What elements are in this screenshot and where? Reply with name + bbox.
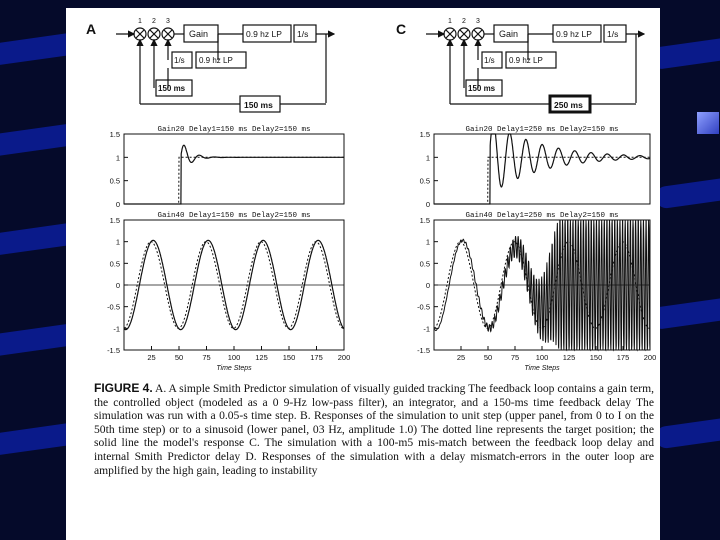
x-tick-label: 150 [589, 353, 603, 362]
plot-title: Gain40 Delay1=250 ms Delay2=150 ms [465, 212, 619, 220]
junction-number: 2 [152, 18, 156, 25]
y-tick-label: 1.5 [109, 130, 120, 139]
model-lowpass-label: 0.9 hz LP [509, 56, 543, 65]
integrator-label: 1/s [297, 29, 309, 39]
y-tick-label: 0 [425, 200, 430, 209]
y-tick-label: 1 [425, 237, 430, 247]
x-tick-label: 25 [456, 353, 466, 362]
plot-D-top [420, 126, 650, 209]
block-diagram-a [86, 18, 334, 112]
x-tick-label: 175 [310, 353, 323, 362]
plot-title: Gain20 Delay1=150 ms Delay2=150 ms [157, 126, 311, 134]
figure-canvas [66, 8, 660, 378]
figure-page [66, 8, 660, 540]
x-tick-label: 100 [227, 353, 241, 362]
x-tick-label: 125 [562, 353, 576, 362]
outer-delay-label: 150 ms [244, 100, 273, 110]
caption-text: A. A simple Smith Predictor simulation of visually guided tracking The feedback loop contains a gain term, the controlled object (modeled as a 0 9-Hz low-pass filter), an integrator, and a 150-ms time feedback delay The simulation was run with a 0.05-s time step. B. Responses of the simulation to unit step (upper panel, from 0 to I on the 50th time step) or to a sinusoid (lower panel, 03 Hz, amplitude 1.0) The dotted line represents the target position; the solid line the model's response C. The simulation with a 100-m5 mis-match between the feedback loop delay and internal Smith Predictor delay D. Responses of the simulation with a delay mismatch-errors in the outer loop are amplified by the high gain, leading to instability [94, 382, 654, 477]
junction-number: 3 [476, 18, 480, 25]
model-integrator-label: 1/s [174, 56, 185, 65]
background-stripe [654, 412, 720, 449]
x-tick-label: 150 [282, 353, 296, 362]
junction-number: 1 [138, 18, 142, 25]
gain-label: Gain [189, 29, 209, 39]
x-tick-label: 100 [535, 353, 549, 362]
plot-frame [124, 134, 344, 204]
x-tick-label: 125 [255, 353, 268, 362]
slide-bullet-square [697, 112, 719, 134]
y-tick-label: 1.5 [109, 216, 120, 225]
outer-delay-label: 250 ms [554, 100, 583, 110]
response-line [434, 134, 650, 204]
x-tick-label: 50 [483, 353, 493, 362]
panel-letter: C [396, 21, 407, 37]
model-integrator-label: 1/s [484, 56, 495, 65]
x-tick-label: 200 [337, 353, 351, 362]
y-tick-label: 0.5 [109, 259, 120, 269]
plot-B-top [110, 126, 344, 209]
y-tick-label: 0.5 [419, 176, 430, 186]
x-tick-label: 25 [147, 353, 156, 362]
junction-number: 3 [166, 18, 170, 25]
y-tick-label: 1 [425, 153, 430, 163]
y-tick-label: 0 [425, 281, 430, 290]
x-axis-label: Time Steps [216, 365, 252, 372]
x-axis-label: Time Steps [524, 365, 560, 372]
y-tick-label: -0.5 [417, 302, 430, 312]
inner-delay-label: 150 ms [158, 84, 186, 93]
y-tick-label: 0.5 [419, 259, 430, 269]
block-diagram-c [396, 18, 644, 112]
target-line [124, 157, 344, 204]
y-tick-label: -1.5 [107, 346, 120, 355]
plot-B-bottom [107, 212, 350, 372]
junction-number: 1 [448, 18, 452, 25]
y-tick-label: 0 [115, 281, 120, 290]
caption-label: FIGURE 4. [94, 381, 153, 395]
lowpass-label: 0.9 hz LP [556, 29, 592, 39]
lowpass-label: 0.9 hz LP [246, 29, 282, 39]
junction-number: 2 [462, 18, 466, 25]
y-tick-label: -1 [113, 324, 120, 334]
y-tick-label: 1 [115, 153, 120, 163]
plots-group [107, 126, 656, 372]
background-stripe [654, 172, 720, 209]
y-tick-label: 1 [115, 237, 120, 247]
x-tick-label: 75 [202, 353, 211, 362]
y-tick-label: 1.5 [419, 130, 430, 139]
y-tick-label: 1.5 [419, 216, 430, 225]
y-tick-label: 0 [115, 200, 120, 209]
y-tick-label: -0.5 [107, 302, 120, 312]
model-lowpass-label: 0.9 hz LP [199, 56, 233, 65]
plot-title: Gain40 Delay1=150 ms Delay2=150 ms [157, 212, 311, 220]
gain-label: Gain [499, 29, 519, 39]
x-tick-label: 75 [510, 353, 520, 362]
x-tick-label: 50 [174, 353, 184, 362]
plot-title: Gain20 Delay1=250 ms Delay2=150 ms [465, 126, 619, 134]
figure-caption [94, 382, 654, 477]
y-tick-label: 0.5 [109, 176, 120, 186]
y-tick-label: -1.5 [417, 346, 430, 355]
integrator-label: 1/s [607, 29, 619, 39]
panel-letter: A [86, 21, 97, 37]
x-tick-label: 200 [643, 353, 657, 362]
response-line [124, 145, 344, 204]
y-tick-label: -1 [423, 324, 430, 334]
target-line [434, 157, 650, 204]
plot-D-bottom [417, 212, 656, 372]
inner-delay-label: 150 ms [468, 84, 496, 93]
x-tick-label: 175 [616, 353, 630, 362]
